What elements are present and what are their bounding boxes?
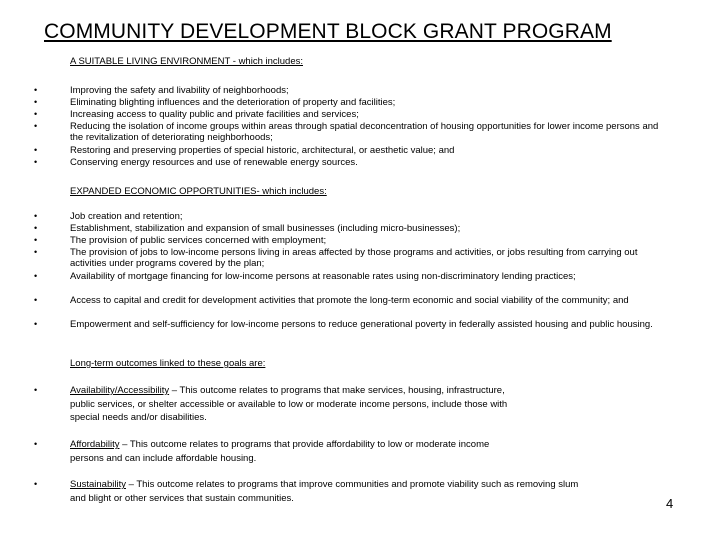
bullet: • xyxy=(34,223,38,233)
bullet: • xyxy=(34,247,38,257)
outcome-text xyxy=(70,384,510,425)
list-item-text: Improving the safety and livability of neighborhoods; xyxy=(70,85,289,96)
list-item-text: Establishment, stabilization and expansion of small businesses (including micro-businesses); xyxy=(70,223,461,234)
bullet: • xyxy=(34,109,38,119)
outcome-term: Sustainability xyxy=(70,479,126,490)
page-title: COMMUNITY DEVELOPMENT BLOCK GRANT PROGRAM xyxy=(44,20,612,43)
outcome-term: Availability/Accessibility xyxy=(70,385,170,396)
section-heading-living-environment: A SUITABLE LIVING ENVIRONMENT - which includes: xyxy=(70,56,303,67)
bullet: • xyxy=(34,85,38,95)
bullet: • xyxy=(34,271,38,281)
bullet: • xyxy=(34,211,38,221)
list-item-text: Availability of mortgage financing for low-income persons at reasonable rates using non-discriminatory lending practices; xyxy=(70,271,576,282)
bullet: • xyxy=(34,235,38,245)
bullet: • xyxy=(34,145,38,155)
bullet: • xyxy=(34,295,38,305)
outcome-description: – This outcome relates to programs that improve communities and promote viability such as removing slum and blight or other services that sustain communities. xyxy=(70,479,579,504)
section-heading-outcomes: Long-term outcomes linked to these goals are: xyxy=(70,358,266,369)
outcome-text xyxy=(70,478,580,505)
list-item-text: Access to capital and credit for development activities that promote the long-term economic and social viability of the community; and xyxy=(70,295,629,306)
bullet: • xyxy=(34,319,38,329)
list-item-text: Eliminating blighting influences and the deterioration of property and facilities; xyxy=(70,97,396,108)
list-item-text: Restoring and preserving properties of special historic, architectural, or aesthetic value; and xyxy=(70,145,455,156)
bullet: • xyxy=(34,97,38,107)
list-item-text: Conserving energy resources and use of renewable energy sources. xyxy=(70,157,358,168)
list-item-text: Job creation and retention; xyxy=(70,211,183,222)
list-item-text: The provision of jobs to low-income persons living in areas affected by those programs and activities, or jobs resulting from carrying out activities under programs covered by the plan; xyxy=(70,247,638,269)
bullet: • xyxy=(34,479,38,489)
outcome-description: – This outcome relates to programs that provide affordability to low or moderate income persons and can include affordable housing. xyxy=(70,439,490,464)
bullet: • xyxy=(34,157,38,167)
outcome-term: Affordability xyxy=(70,439,120,450)
page-number: 4 xyxy=(666,496,674,511)
outcome-text xyxy=(70,438,510,465)
list-item-text: The provision of public services concerned with employment; xyxy=(70,235,327,246)
bullet: • xyxy=(34,121,38,131)
bullet: • xyxy=(34,385,38,395)
list-item-text: Increasing access to quality public and private facilities and services; xyxy=(70,109,359,120)
bullet: • xyxy=(34,439,38,449)
section-heading-economic-opportunities: EXPANDED ECONOMIC OPPORTUNITIES- which includes: xyxy=(70,186,327,197)
list-item-text: Reducing the isolation of income groups within areas through spatial deconcentration of housing opportunities for lower income persons and the revitalization of deteriorating neighborhoods; xyxy=(70,121,659,143)
list-item-text: Empowerment and self-sufficiency for low-income persons to reduce generational poverty in federally assisted housing and public housing. xyxy=(70,319,653,330)
outcome-description: – This outcome relates to programs that make services, housing, infrastructure, public services, or shelter accessible or available to low or moderate income persons, include those with special needs and/or disabilities. xyxy=(70,385,508,423)
